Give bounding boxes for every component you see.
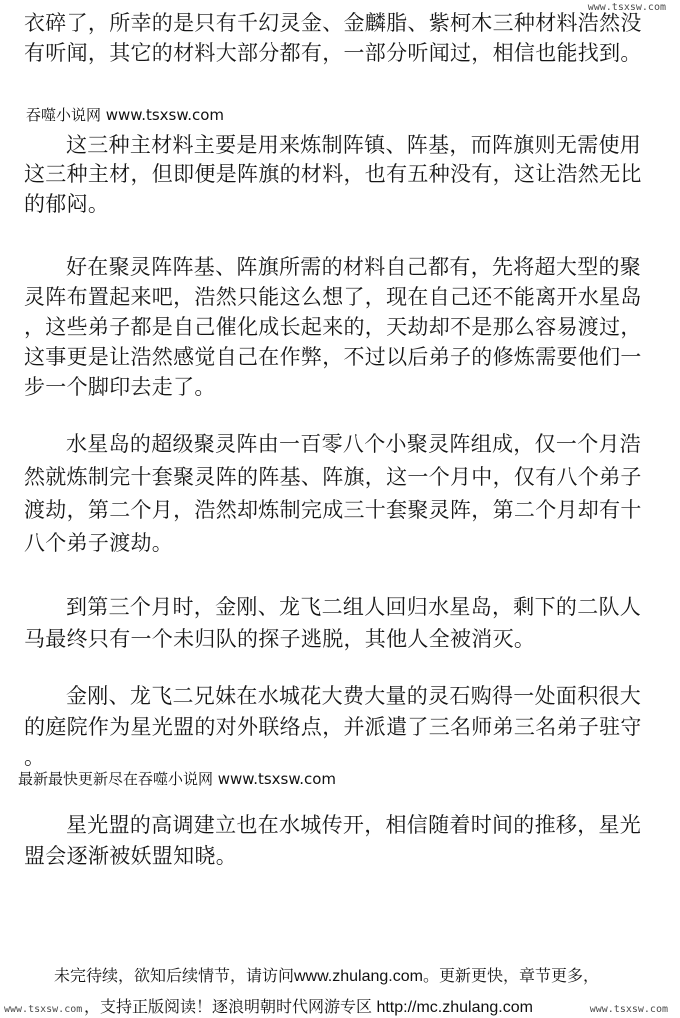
watermark-bottom-left: www.tsxsw.com (4, 1004, 83, 1015)
paragraph-3-line-2: 灵阵布置起来吧，浩然只能这么想了，现在自己还不能离开水星岛 (24, 285, 642, 309)
paragraph-2-line-3: 的郁闷。 (24, 192, 110, 216)
paragraph-1-line-2: 有听闻，其它的材料大部分都有，一部分听闻过，相信也能找到。 (24, 41, 642, 65)
paragraph-6-line-2: 的庭院作为星光盟的对外联络点，并派遣了三名师弟三名弟子驻守 (24, 715, 642, 739)
paragraph-7-line-1: 星光盟的高调建立也在水城传开，相信随着时间的推移，星光 (66, 813, 642, 837)
paragraph-4-line-1: 水星岛的超级聚灵阵由一百零八个小聚灵阵组成，仅一个月浩 (66, 432, 642, 456)
paragraph-2-line-2: 这三种主材，但即便是阵旗的材料，也有五种没有，这让浩然无比 (24, 162, 642, 186)
paragraph-6-line-3: 。 (24, 745, 46, 769)
paragraph-3-line-3: ，这些弟子都是自己催化成长起来的，天劫却不是那么容易渡过， (24, 315, 642, 339)
paragraph-3-line-5: 步一个脚印去走了。 (24, 375, 216, 399)
paragraph-4-line-4: 八个弟子渡劫。 (24, 531, 174, 555)
paragraph-2-line-1: 这三种主材料主要是用来炼制阵镇、阵基，而阵旗则无需使用 (66, 133, 642, 157)
paragraph-1-line-1: 衣碎了，所幸的是只有千幻灵金、金麟脂、紫柯木三种材料浩然没 (24, 11, 642, 35)
site-mark-2: 最新最快更新尽在吞噬小说网 www.tsxsw.com (18, 770, 337, 788)
footer-line-2: ，支持正版阅读！逐浪明朝时代网游专区 http://mc.zhulang.com (84, 999, 533, 1016)
paragraph-5-line-1: 到第三个月时，金刚、龙飞二组人回归水星岛，剩下的二队人 (66, 595, 642, 619)
paragraph-4-line-3: 渡劫，第二个月，浩然却炼制完成三十套聚灵阵，第二个月却有十 (24, 498, 642, 522)
paragraph-7-line-2: 盟会逐渐被妖盟知晓。 (24, 844, 237, 868)
paragraph-4-line-2: 然就炼制完十套聚灵阵的阵基、阵旗，这一个月中，仅有八个弟子 (24, 465, 642, 489)
paragraph-3-line-1: 好在聚灵阵阵基、阵旗所需的材料自己都有，先将超大型的聚 (66, 255, 642, 279)
watermark-bottom-right: www.tsxsw.com (589, 1004, 668, 1015)
paragraph-3-line-4: 这事更是让浩然感觉自己在作弊，不过以后弟子的修炼需要他们一 (24, 345, 642, 369)
paragraph-6-line-1: 金刚、龙飞二兄妹在水城花大费大量的灵石购得一处面积很大 (66, 684, 642, 708)
footer-line-1: 未完待续，欲知后续情节，请访问www.zhulang.com。更新更快，章节更多， (54, 968, 599, 985)
watermark-top-right: www.tsxsw.com (587, 2, 666, 13)
paragraph-5-line-2: 马最终只有一个未归队的探子逃脱，其他人全被消灭。 (24, 627, 536, 651)
site-mark-1: 吞噬小说网 www.tsxsw.com (26, 106, 225, 124)
